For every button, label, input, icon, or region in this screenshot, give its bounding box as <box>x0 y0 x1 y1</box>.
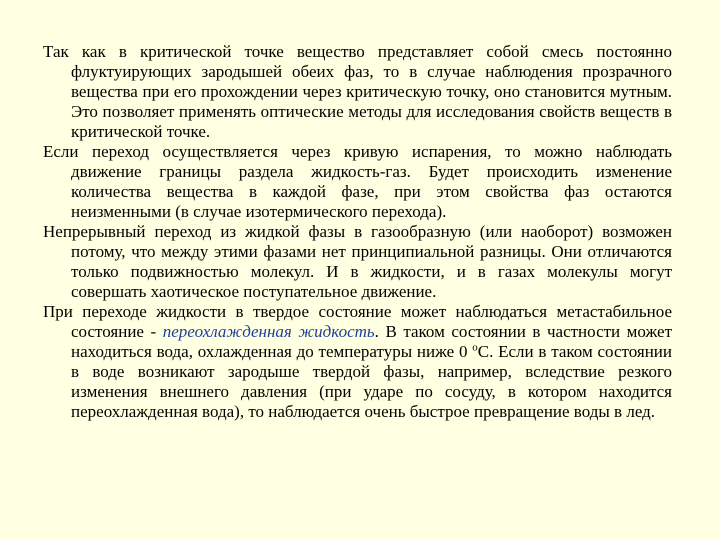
supercooled-text-after-degree: С. Если в таком состоянии в воде возникают зародыше твердой фазы, например, вследствие резкого изменения внешнего давления (при ударе по сосуду, в котором находится переохлажденная вода), то наблюдается очень быстрое превращение воды в лед. <box>71 342 672 421</box>
text-body <box>43 42 672 422</box>
paragraph-continuous-transition: Непрерывный переход из жидкой фазы в газообразную (или наоборот) возможен потому, что между этими фазами нет принципиальной разницы. Они отличаются только подвижностью молекул. И в жидкости, и в газах молекулы могут совершать хаотическое поступательное движение. <box>43 222 672 301</box>
paragraph-evaporation-curve: Если переход осуществляется через кривую испарения, то можно наблюдать движение границы раздела жидкость-газ. Будет происходить изменение количества вещества в каждой фазе, при этом свойства фаз остаются неизменными (в случае изотермического перехода). <box>43 142 672 221</box>
supercooled-liquid-term: переохлажденная жидкость <box>162 322 375 341</box>
supercooled-text-before: При переходе жидкости в твердое состояние может наблюдаться метастабильное состояние - <box>43 302 672 341</box>
degree-superscript: о <box>472 341 478 354</box>
supercooled-text-after-term: . В таком состоянии в частности может находиться вода, охлажденная до температуры ниже 0 <box>71 322 673 361</box>
paragraph-critical-point: Так как в критической точке вещество представляет собой смесь постоянно флуктуирующих зародышей обеих фаз, то в случае наблюдения прозрачного вещества при его прохождении через критическую точку, оно становится мутным. Это позволяет применять оптические методы для исследования свойств веществ в критической точке. <box>43 42 672 141</box>
paragraph-supercooled-liquid <box>43 302 672 422</box>
